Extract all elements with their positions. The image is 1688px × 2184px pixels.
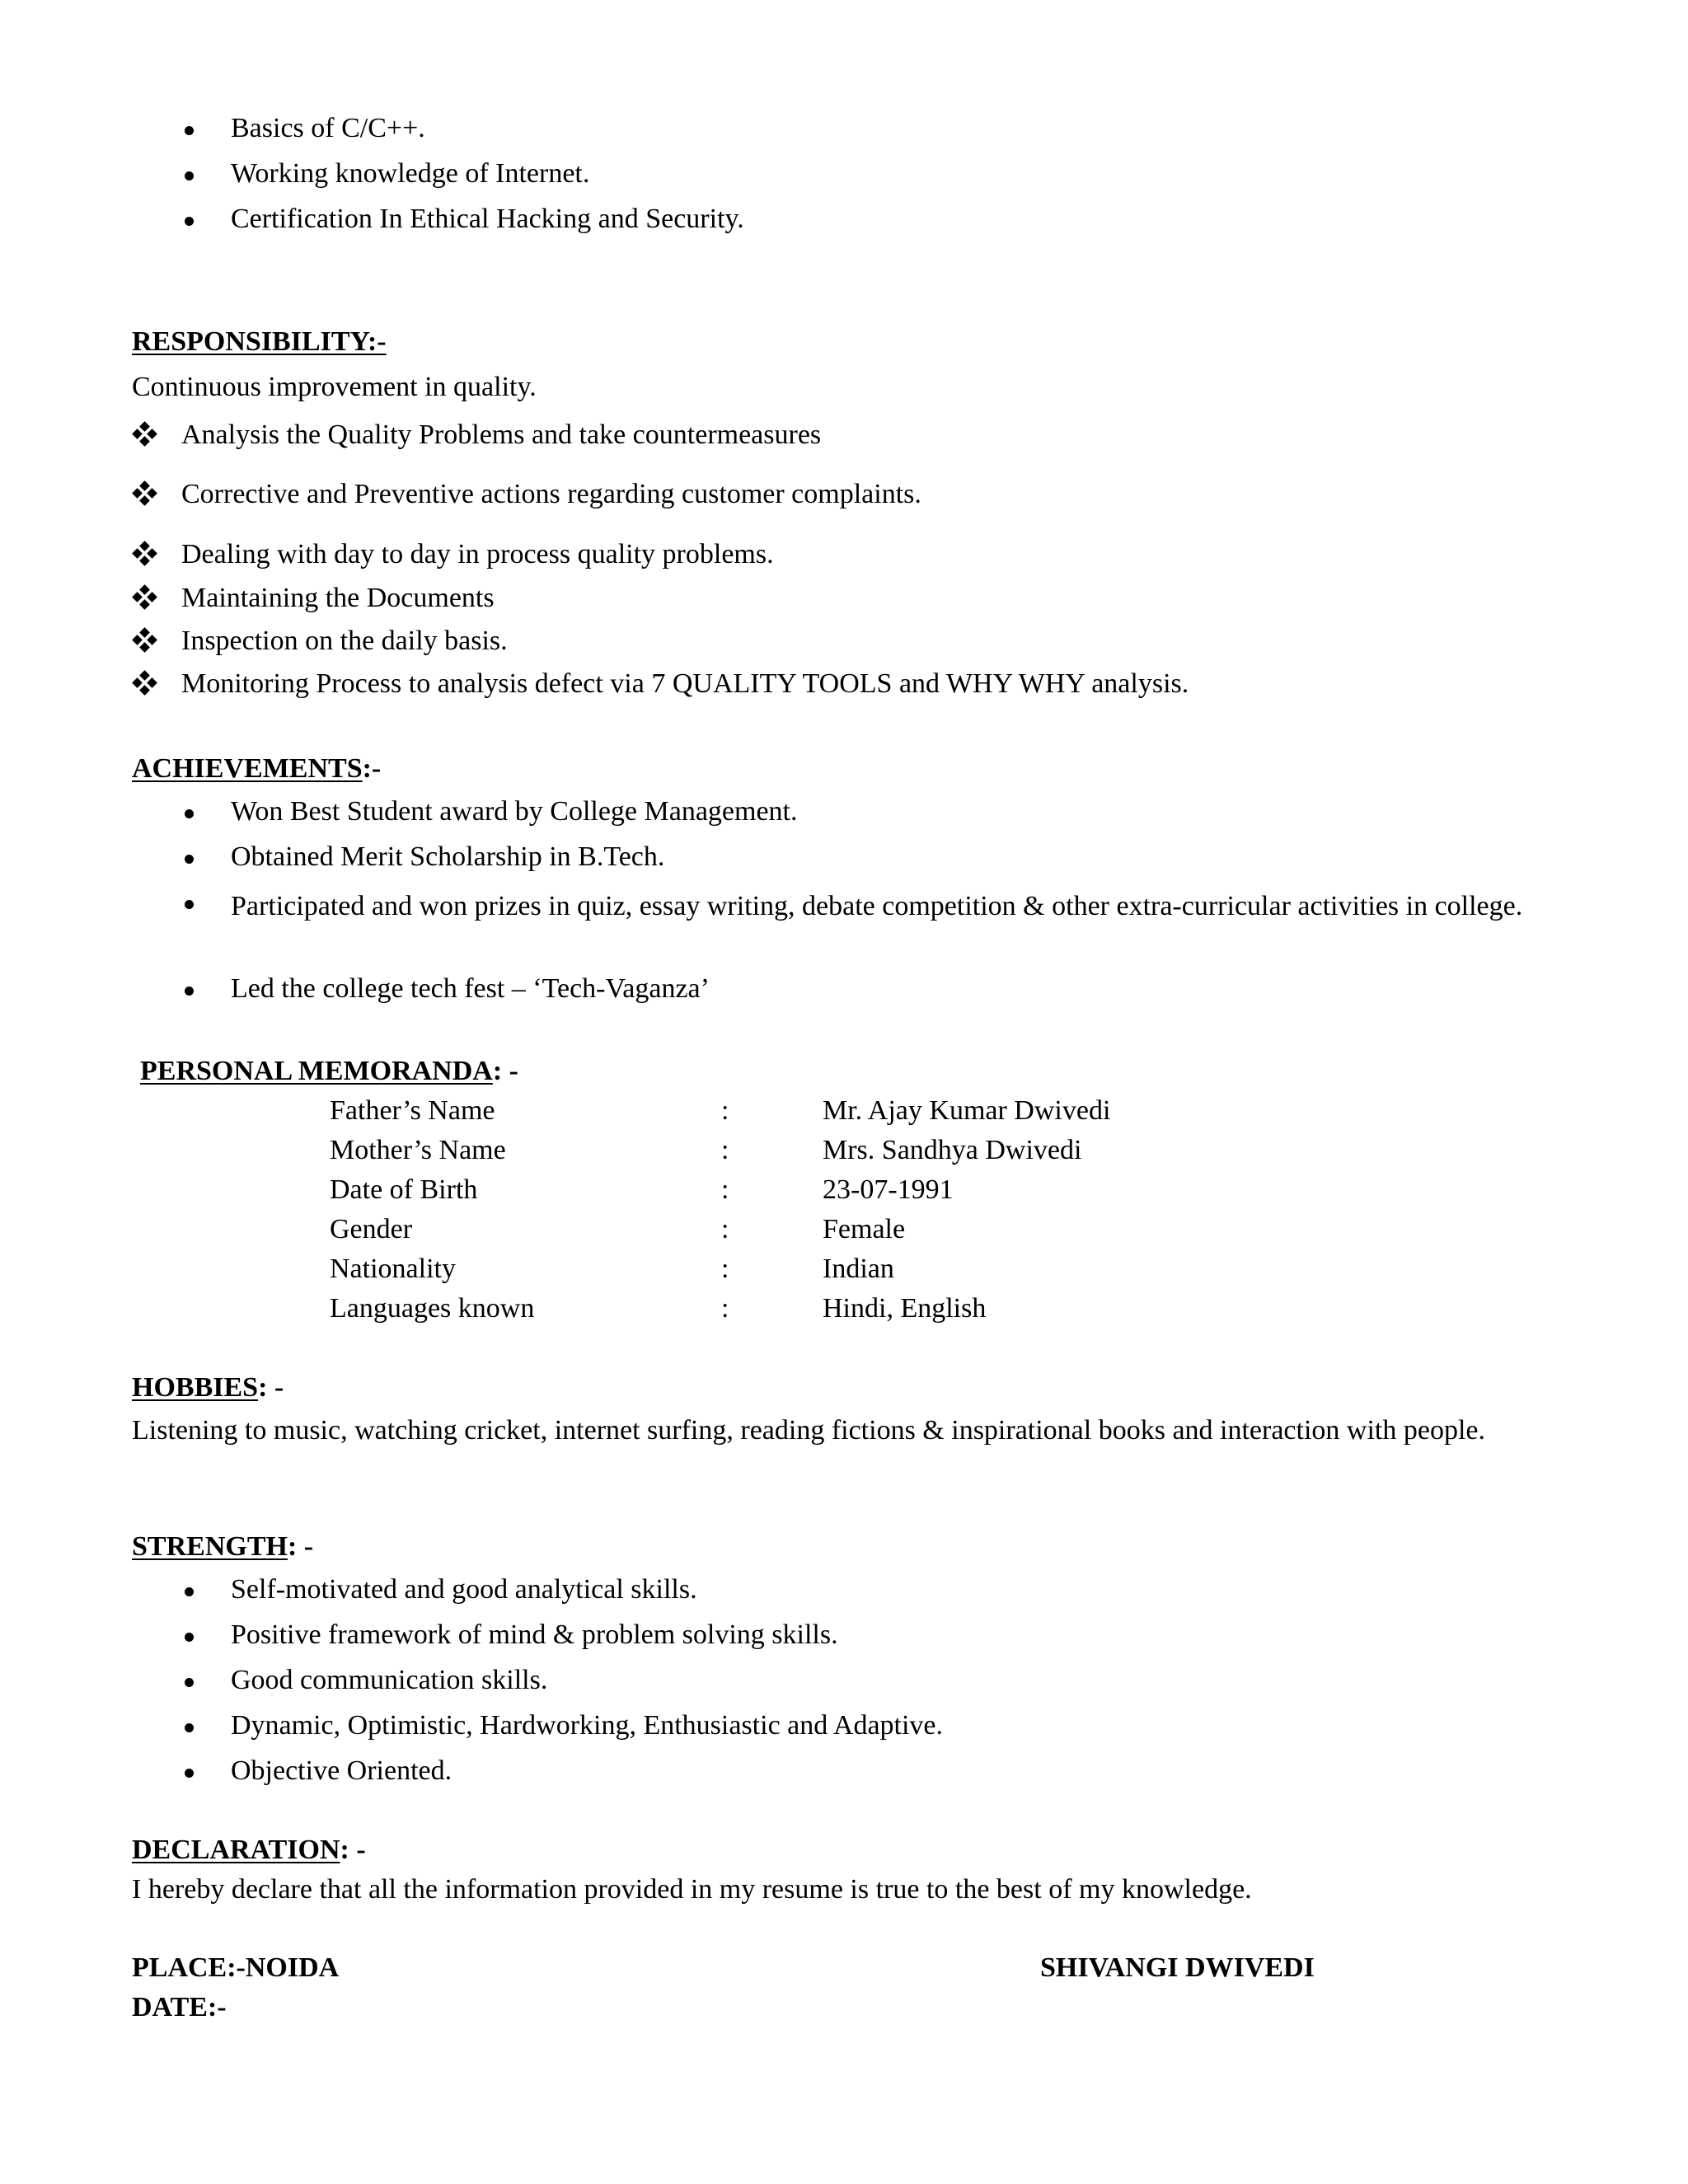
personal-value: Mr. Ajay Kumar Dwivedi bbox=[823, 1095, 1111, 1126]
strength-item: Objective Oriented. bbox=[231, 1755, 452, 1786]
diamond-bullet-icon bbox=[134, 672, 157, 695]
strength-item: Good communication skills. bbox=[231, 1665, 548, 1695]
bullet-icon bbox=[185, 1769, 194, 1778]
personal-label: Gender bbox=[330, 1214, 413, 1244]
date-label: DATE:- bbox=[132, 1992, 227, 2022]
achievement-item: Led the college tech fest – ‘Tech-Vaganza’ bbox=[231, 973, 710, 1004]
personal-label: Languages known bbox=[330, 1293, 535, 1324]
strength-item: Positive framework of mind & problem solving skills. bbox=[231, 1619, 838, 1650]
personal-value: Indian bbox=[823, 1254, 894, 1284]
personal-separator: : bbox=[721, 1254, 729, 1284]
place-label: PLACE:-NOIDA bbox=[132, 1952, 340, 1983]
bullet-icon bbox=[185, 1633, 194, 1642]
responsibility-item: Analysis the Quality Problems and take countermeasures bbox=[181, 419, 822, 450]
personal-separator: : bbox=[721, 1174, 729, 1205]
personal-value: Hindi, English bbox=[823, 1293, 987, 1324]
diamond-bullet-icon bbox=[134, 542, 157, 565]
personal-separator: : bbox=[721, 1135, 729, 1165]
responsibility-item: Inspection on the daily basis. bbox=[181, 626, 508, 656]
personal-label: Date of Birth bbox=[330, 1174, 478, 1205]
achievement-item: Obtained Merit Scholarship in B.Tech. bbox=[231, 841, 665, 872]
bullet-icon bbox=[185, 1587, 194, 1596]
personal-label: Nationality bbox=[330, 1254, 456, 1284]
personal-separator: : bbox=[721, 1095, 729, 1126]
responsibility-heading: RESPONSIBILITY:- bbox=[132, 326, 387, 357]
responsibility-intro: Continuous improvement in quality. bbox=[132, 372, 537, 402]
bullet-icon bbox=[185, 809, 194, 818]
strength-heading: STRENGTH: - bbox=[132, 1531, 314, 1562]
strength-item: Dynamic, Optimistic, Hardworking, Enthusiastic and Adaptive. bbox=[231, 1710, 944, 1741]
personal-heading: PERSONAL MEMORANDA: - bbox=[140, 1056, 518, 1086]
hobbies-heading: HOBBIES: - bbox=[132, 1372, 284, 1403]
bullet-icon bbox=[185, 987, 194, 996]
hobbies-text: Listening to music, watching cricket, internet surfing, reading fictions & inspirational books and interaction with people. bbox=[132, 1415, 1485, 1446]
skill-item: Certification In Ethical Hacking and Security. bbox=[231, 204, 744, 234]
personal-value: 23-07-1991 bbox=[823, 1174, 954, 1205]
responsibility-item: Maintaining the Documents bbox=[181, 583, 495, 613]
declaration-heading: DECLARATION: - bbox=[132, 1835, 366, 1865]
personal-value: Female bbox=[823, 1214, 906, 1244]
declaration-text: I hereby declare that all the information provided in my resume is true to the best of my knowledge. bbox=[132, 1874, 1252, 1905]
personal-label: Mother’s Name bbox=[330, 1135, 506, 1165]
skill-item: Basics of C/C++. bbox=[231, 113, 425, 143]
skill-item: Working knowledge of Internet. bbox=[231, 158, 590, 189]
personal-label: Father’s Name bbox=[330, 1095, 495, 1126]
personal-separator: : bbox=[721, 1293, 729, 1324]
personal-separator: : bbox=[721, 1214, 729, 1244]
bullet-icon bbox=[185, 855, 194, 864]
achievement-item: Won Best Student award by College Management. bbox=[231, 796, 798, 827]
responsibility-item: Monitoring Process to analysis defect via 7 QUALITY TOOLS and WHY WHY analysis. bbox=[181, 668, 1189, 699]
diamond-bullet-icon bbox=[134, 482, 157, 505]
bullet-icon bbox=[185, 217, 194, 226]
diamond-bullet-icon bbox=[134, 586, 157, 609]
strength-item: Self-motivated and good analytical skills. bbox=[231, 1574, 697, 1605]
bullet-icon bbox=[185, 900, 194, 909]
responsibility-item: Dealing with day to day in process quality problems. bbox=[181, 539, 774, 569]
signatory-name: SHIVANGI DWIVEDI bbox=[1040, 1952, 1315, 1983]
bullet-icon bbox=[185, 1723, 194, 1732]
bullet-icon bbox=[185, 126, 194, 135]
bullet-icon bbox=[185, 1678, 194, 1687]
achievement-item: Participated and won prizes in quiz, essay writing, debate competition & other extra-curricular activities in college. bbox=[231, 891, 1523, 921]
achievements-heading: ACHIEVEMENTS:- bbox=[132, 753, 382, 784]
diamond-bullet-icon bbox=[134, 629, 157, 652]
responsibility-item: Corrective and Preventive actions regarding customer complaints. bbox=[181, 479, 921, 509]
personal-value: Mrs. Sandhya Dwivedi bbox=[823, 1135, 1082, 1165]
bullet-icon bbox=[185, 171, 194, 180]
diamond-bullet-icon bbox=[134, 423, 157, 446]
